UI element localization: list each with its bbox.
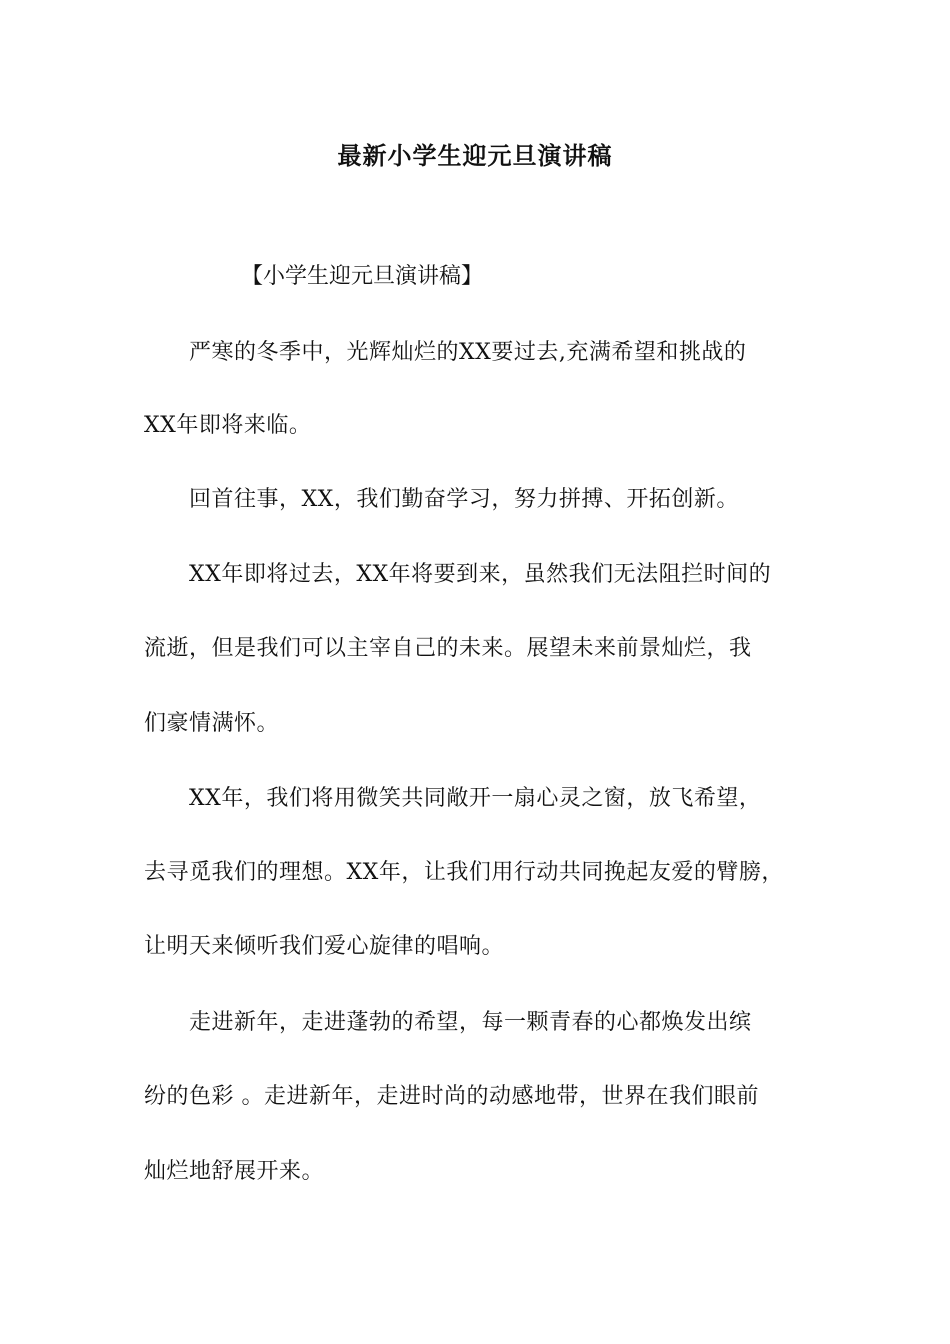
paragraph-line: 走进新年，走进蓬勃的希望，每一颗青春的心都焕发出缤 <box>144 1010 752 1035</box>
paragraph-line: 去寻觅我们的理想。XX年，让我们用行动共同挽起友爱的臂膀， <box>144 860 784 885</box>
paragraph-line: 们豪情满怀。 <box>144 711 280 736</box>
paragraph-line: 流逝，但是我们可以主宰自己的未来。展望未来前景灿烂，我 <box>144 636 752 661</box>
paragraph-line: 纷的色彩 。走进新年，走进时尚的动感地带，世界在我们眼前 <box>144 1084 759 1109</box>
paragraph-line: 严寒的冬季中，光辉灿烂的XX要过去,充满希望和挑战的 <box>144 340 747 365</box>
document-subheading: 【小学生迎元旦演讲稿】 <box>241 264 484 289</box>
document-title: 最新小学生迎元旦演讲稿 <box>337 142 613 170</box>
paragraph-line: XX年即将过去，XX年将要到来，虽然我们无法阻拦时间的 <box>144 562 772 587</box>
paragraph-line: XX年，我们将用微笑共同敞开一扇心灵之窗，放飞希望， <box>144 786 762 811</box>
paragraph-line: 让明天来倾听我们爱心旋律的唱响。 <box>144 934 505 959</box>
paragraph-line: 回首往事，XX，我们勤奋学习，努力拼搏、开拓创新。 <box>144 487 739 512</box>
paragraph-line: XX年即将来临。 <box>144 413 312 438</box>
paragraph-line: 灿烂地舒展开来。 <box>144 1159 325 1184</box>
